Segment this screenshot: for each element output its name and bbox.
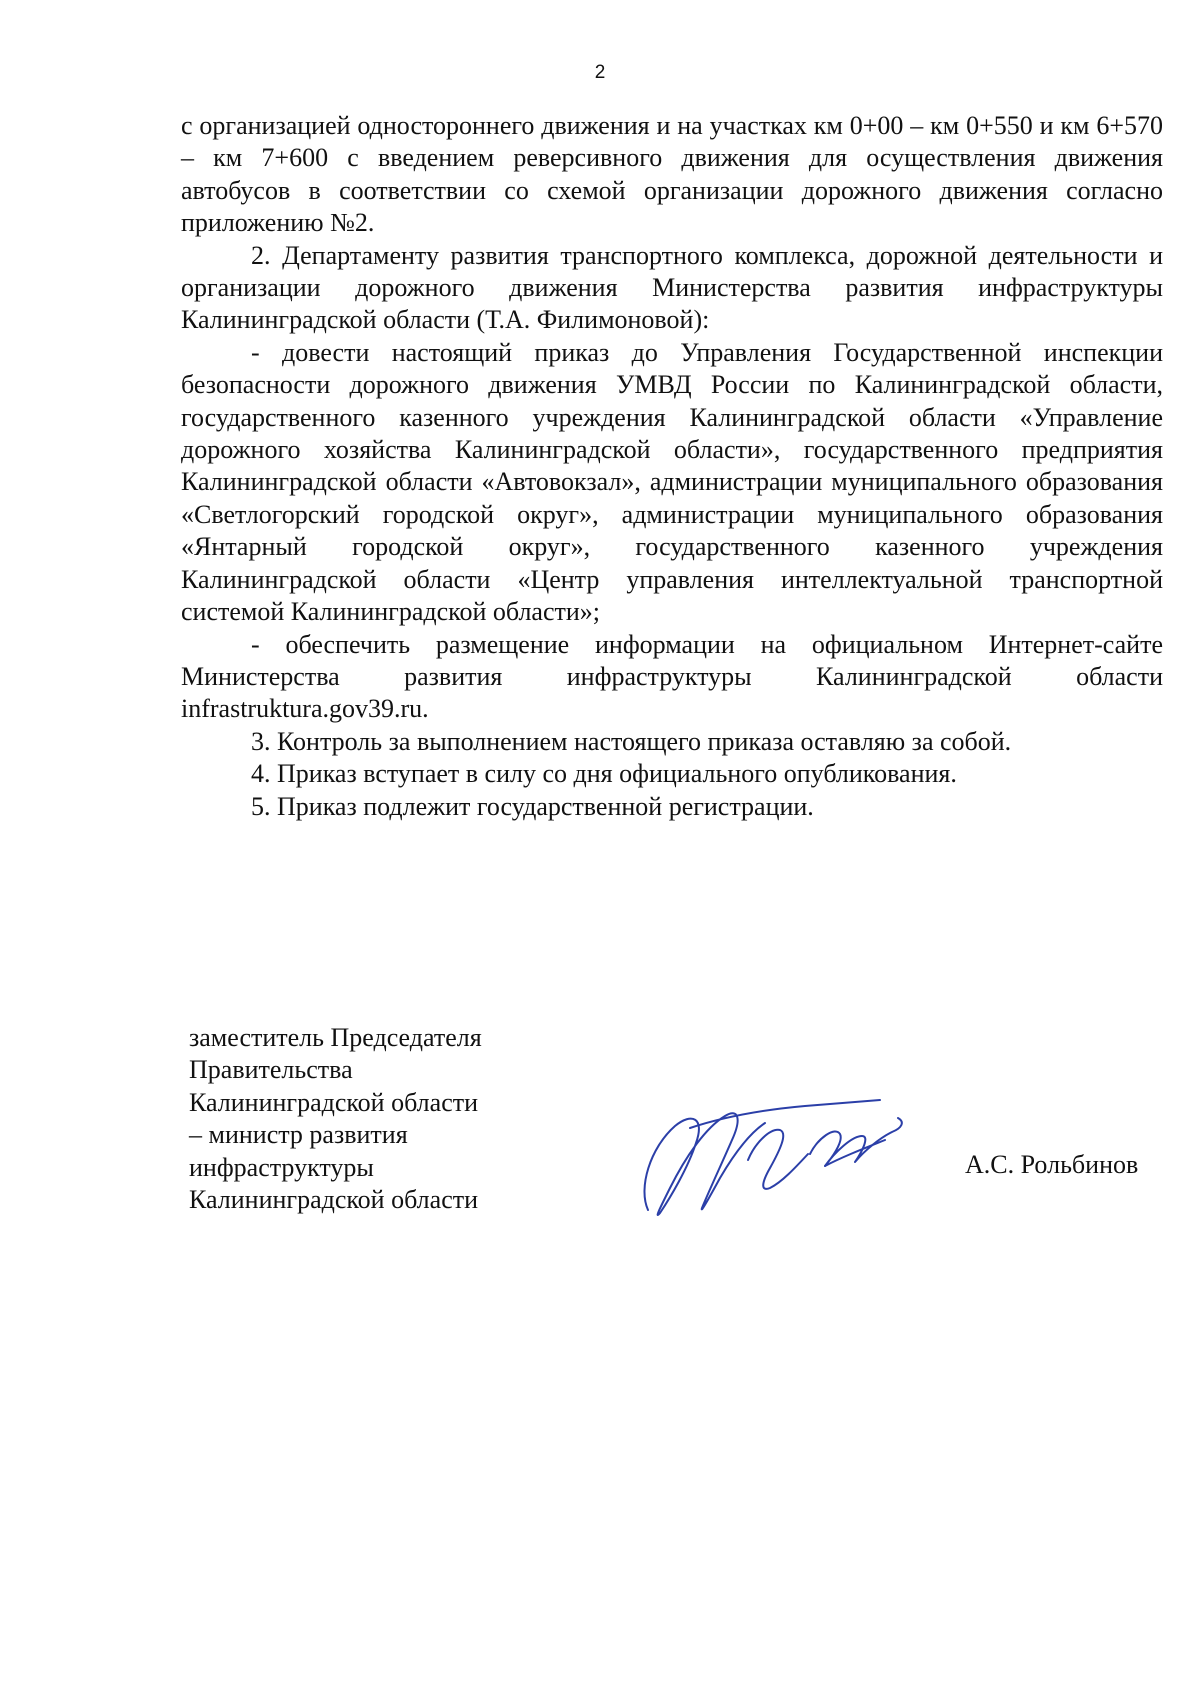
paragraph-continuation: с организацией одностороннего движения и на участках км 0+00 – км 0+550 и км 6+570 – км 7+600 с введением реверсивного движения для осуществления движения автобусов в соответствии со схемой организации дорожного движения согласно приложению №2. (181, 111, 1163, 238)
paragraph-item-3: 3. Контроль за выполнением настоящего приказа оставляю за собой. (251, 726, 1012, 756)
paragraph-item-5: 5. Приказ подлежит государственной регистрации. (251, 791, 814, 821)
position-line: Правительства (189, 1055, 353, 1085)
paragraph-subitem-publish: - обеспечить размещение информации на официальном Интернет-сайте Министерства развития инфраструктуры Калининградской области infrastruktura.gov39.ru. (181, 629, 1163, 724)
page-number: 2 (594, 62, 606, 83)
position-line: – министр развития (189, 1120, 408, 1150)
position-line: Калининградской области (189, 1185, 479, 1215)
document-body (181, 110, 1163, 823)
position-line: заместитель Председателя (189, 1023, 482, 1052)
position-line: Калининградской области (189, 1087, 479, 1117)
paragraph-item-4: 4. Приказ вступает в силу со дня официального опубликования. (251, 759, 957, 789)
paragraph-item-2: 2. Департаменту развития транспортного комплекса, дорожной деятельности и организации дорожного движения Министерства развития инфраструктуры Калининградской области (Т.А. Филимоновой): (181, 240, 1163, 335)
handwritten-signature (630, 1088, 930, 1228)
signer-name: А.С. Рольбинов (965, 1150, 1139, 1179)
paragraph-subitem-notify: - довести настоящий приказ до Управления Государственной инспекции безопасности дорожного движения УМВД России по Калининградской области, государственного казенного учреждения Калининградской области «Управление дорожного хозяйства Калининградской области», государственного предприятия Калининградской области «Автовокзал», администрации муниципального образования «Светлогорский городской округ», администрации муниципального образования «Янтарный городской округ», государственного казенного учреждения Калининградской области «Центр управления интеллектуальной транспортной системой Калининградской области»; (181, 337, 1163, 627)
signatory-position (189, 1022, 519, 1216)
position-line: инфраструктуры (189, 1152, 374, 1182)
